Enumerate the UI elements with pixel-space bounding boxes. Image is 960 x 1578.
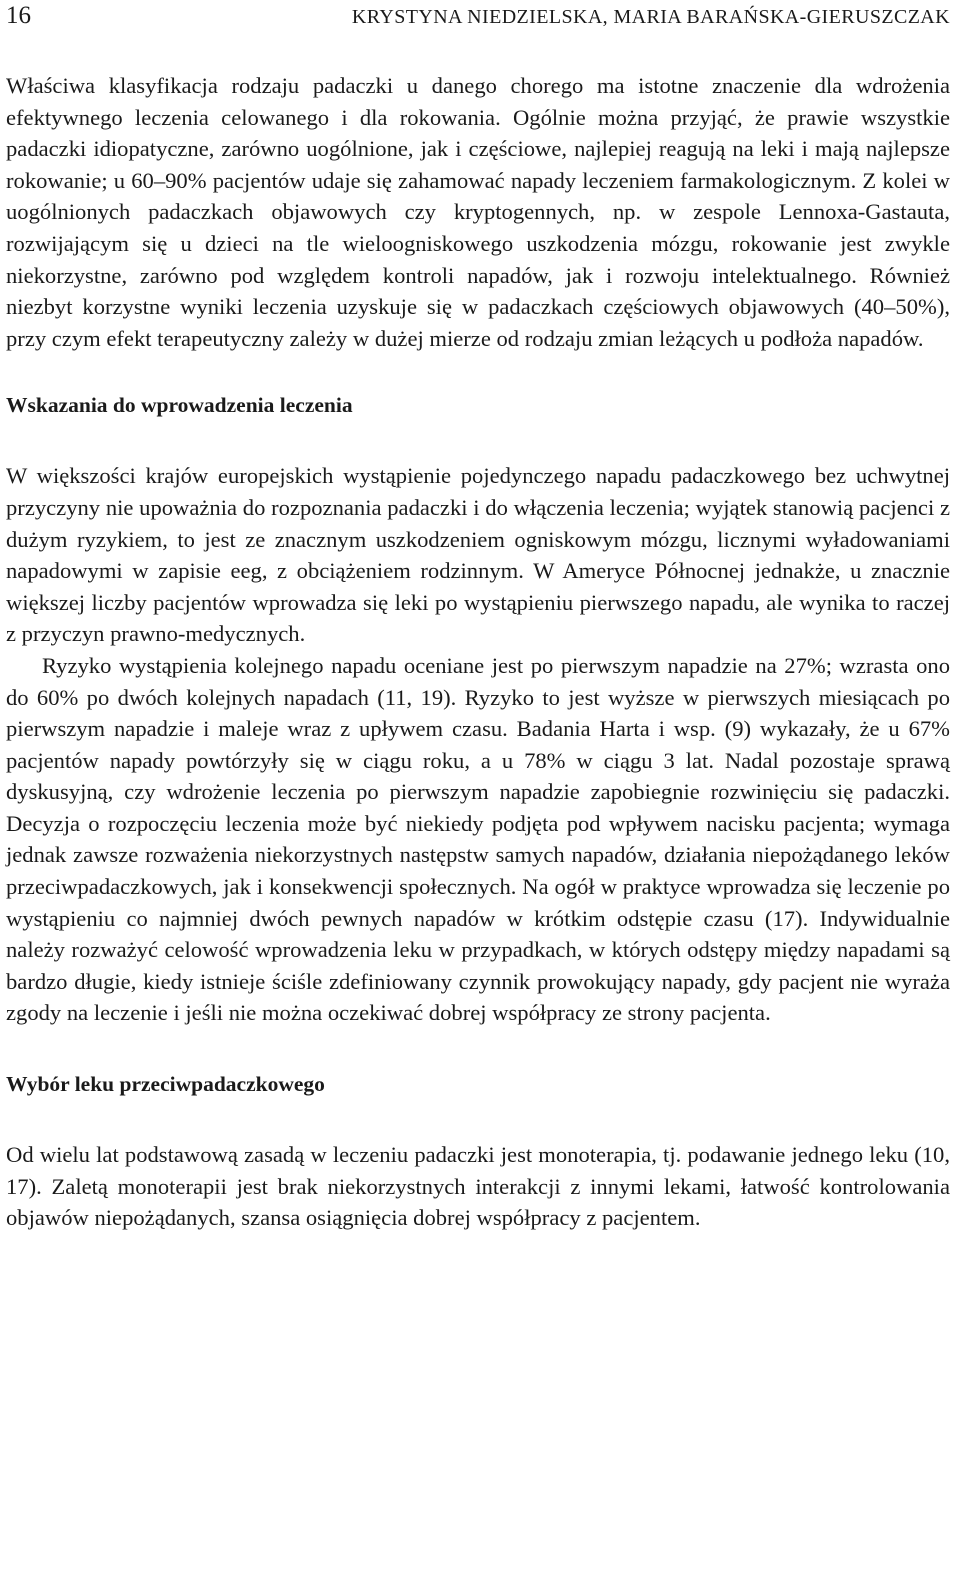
body-paragraph-classification: Właściwa klasyfikacja rodzaju padaczki u danego chorego ma istotne znaczenie dla wdrożenia efektywnego leczenia celowanego i dla rokowania. Ogólnie można przyjąć, że prawie wszystkie padaczki idiopatyczne, zarówno uogólnione, jak i częściowe, najlepiej reagują na leki i mają najlepsze rokowanie; u 60–90% pacjentów udaje się zahamować napady leczeniem farmakologicznym. Z kolei w uogólnionych padaczkach objawowych czy kryptogennych, np. w zespole Lennoxa-Gastauta, rozwijającym się u dzieci na tle wieloogniskowego uszkodzenia mózgu, rokowanie jest zwykle niekorzystne, zarówno pod względem kontroli napadów, jak i rozwoju intelektualnego. Również niezbyt korzystne wyniki leczenia uzyskuje się w padaczkach częściowych objawowych (40–50%), przy czym efekt terapeutyczny zależy w dużej mierze od rodzaju zmian leżących u podłoża napadów. [6, 73, 950, 351]
section-heading-indications: Wskazania do wprowadzenia leczenia [6, 393, 353, 418]
running-header [6, 0, 950, 40]
body-paragraph-recurrence-risk: Ryzyko wystąpienia kolejnego napadu oceniane jest po pierwszym napadzie na 27%; wzrasta ono do 60% po dwóch kolejnych napadach (11, 19). Ryzyko to jest wyższe w pierwszych miesiącach po pierwszym napadzie i maleje wraz z upływem czasu. Badania Harta i wsp. (9) wykazały, że u 67% pacjentów napady powtórzyły się w ciągu roku, a u 78% w ciągu 3 lat. Nadal pozostaje sprawą dyskusyjną, czy wdrożenie leczenia po pierwszym napadzie zapobiegnie rozwinięciu się padaczki. Decyzja o rozpoczęciu leczenia może być niekiedy podjęta pod wpływem nacisku pacjenta; wymaga jednak zawsze rozważenia niekorzystnych następstw samych napadów, działania niepożądanego leków przeciwpadaczkowych, jak i konsekwencji społecznych. Na ogół w praktyce wprowadza się leczenie po wystąpieniu co najmniej dwóch pewnych napadów w krótkim odstępie czasu (17). Indywidualnie należy rozważyć celowość wprowadzenia leku w przypadkach, w których odstępy między napadami są bardzo długie, kiedy istnieje ściśle zdefiniowany czynnik prowokujący napady, gdy pacjent nie wyraża zgody na leczenie i jeśli nie można oczekiwać dobrej współpracy ze strony pacjenta. [6, 652, 950, 1026]
page-number: 16 [6, 2, 31, 29]
document-page [6, 0, 950, 1234]
running-header-authors: KRYSTYNA NIEDZIELSKA, MARIA BARAŃSKA-GIERUSZCZAK [351, 6, 950, 28]
body-paragraph-monotherapy: Od wielu lat podstawową zasadą w leczeniu padaczki jest monoterapia, tj. podawanie jednego leku (10, 17). Zaletą monoterapii jest brak niekorzystnych interakcji z innymi lekami, łatwość kontrolowania objawów niepożądanych, szansa osiągnięcia dobrej współpracy z pacjentem. [6, 1142, 950, 1231]
section-heading-drug-choice: Wybór leku przeciwpadaczkowego [6, 1072, 325, 1097]
body-paragraph-first-seizure: W większości krajów europejskich wystąpienie pojedynczego napadu padaczkowego bez uchwytnej przyczyny nie upoważnia do rozpoznania padaczki i do włączenia leczenia; wyjątek stanowią pacjenci z dużym ryzykiem, to jest ze znacznym uszkodzeniem ogniskowym mózgu, licznymi wyładowaniami napadowymi w zapisie eeg, z obciążeniem rodzinnym. W Ameryce Północnej jednakże, u znacznie większej liczby pacjentów wprowadza się leki po wystąpieniu pierwszego napadu, ale wynika to raczej z przyczyn prawno-medycznych. [6, 463, 950, 647]
